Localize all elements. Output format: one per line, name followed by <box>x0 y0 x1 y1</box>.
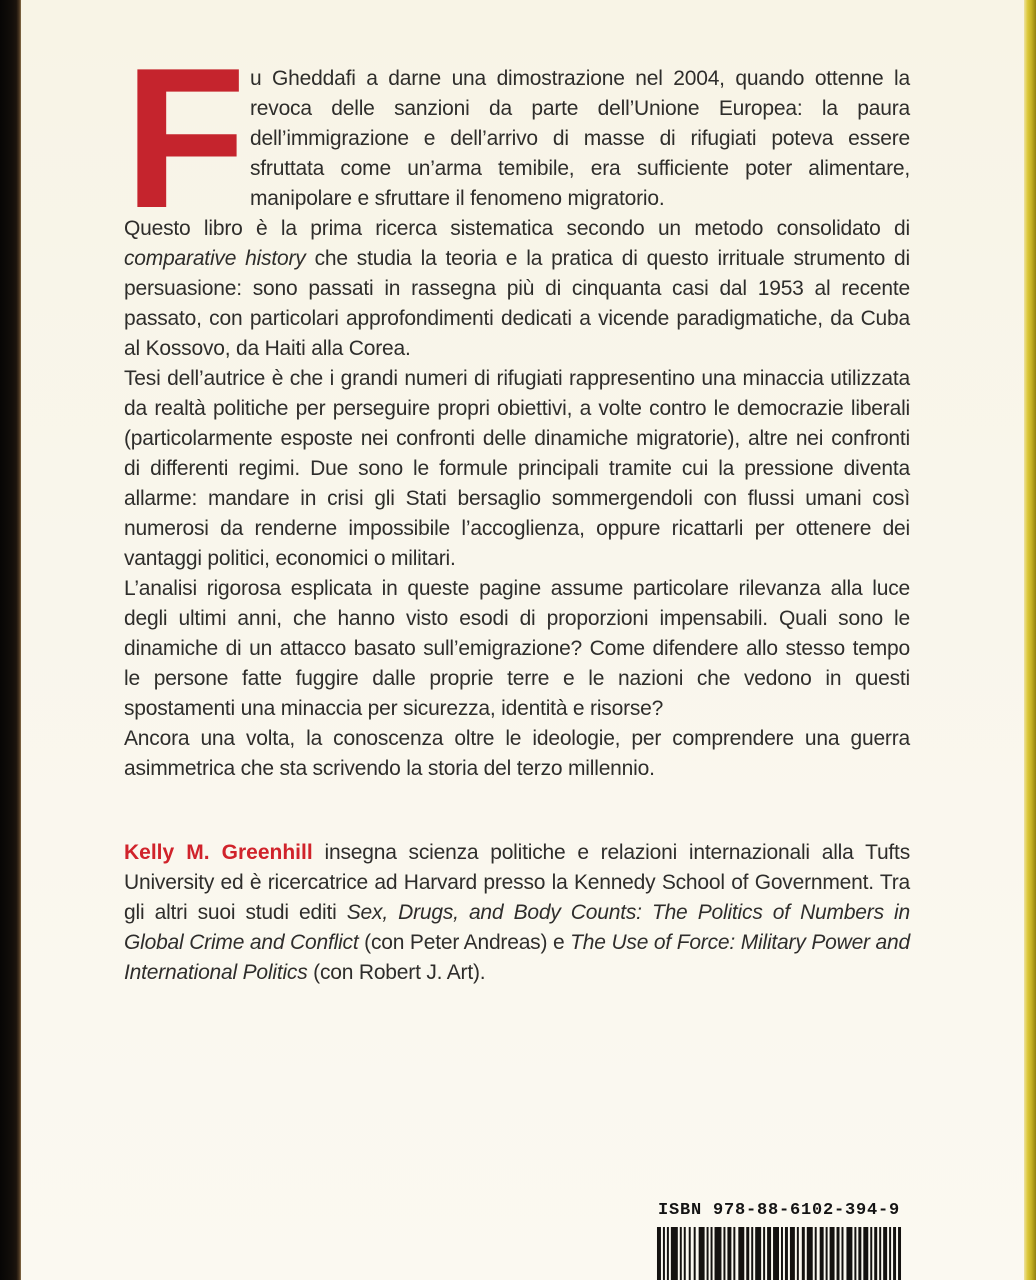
text-segment: L’analisi rigorosa esplicata in queste pagine assume particolare rilevanza alla luce degli ultimi anni, che hanno visto esodi di proporzioni impensabili. Quali sono le dinamiche di un attacco basato sull’emigrazione? Come difendere allo stesso tempo le persone fatte fuggire dalle proprie terre e le nazioni che vedono in questi spostamenti una minaccia per sicurezza, identità e risorse? <box>124 577 910 720</box>
back-cover-text <box>124 27 910 988</box>
page-edge-strip <box>1024 0 1036 1280</box>
text-segment: Sex, Drugs, and Body Counts: The Politics of Numbers in Global Crime and Conflict <box>124 901 910 954</box>
dropcap-letter: F <box>124 27 247 250</box>
author-bio <box>124 838 910 988</box>
isbn-block <box>652 1199 906 1280</box>
paragraph-method <box>124 214 910 364</box>
text-segment: The Use of Force: Military Power and International Politics <box>124 931 910 984</box>
text-segment: che studia la teoria e la pratica di questo irrituale strumento di persuasione: sono passati in rassegna più di cinquanta casi dal 1953 al recente passato, con particolari approfondimenti dedicati a vicende paradigmatiche, da Cuba al Kossovo, da Haiti alla Corea. <box>124 247 910 360</box>
text-segment: comparative history <box>124 247 306 270</box>
paragraph-closing <box>124 724 910 784</box>
text-segment: insegna scienza politiche e relazioni internazionali alla Tufts University ed è ricercatrice ad Harvard presso la Kennedy School of Government. Tra gli altri suoi studi editi <box>124 841 910 924</box>
text-segment: Questo libro è la prima ricerca sistematica secondo un metodo consolidato di <box>124 217 910 240</box>
paragraph-intro-text <box>250 67 910 210</box>
ean-barcode-icon <box>655 1227 903 1280</box>
text-segment: u Gheddafi a darne una dimostrazione nel 2004, quando ottenne la revoca delle sanzioni da parte dell’Unione Europea: la paura dell’immigrazione e dell’arrivo di masse di rifugiati poteva essere sfruttata come un’arma temibile, era sufficiente poter alimentare, manipolare e sfruttare il fenomeno migratorio. <box>250 67 910 210</box>
paragraph-analysis <box>124 574 910 724</box>
paragraph-thesis <box>124 364 910 574</box>
text-segment: (con Peter Andreas) e <box>358 931 571 954</box>
isbn-label: ISBN 978-88-6102-394-9 <box>657 1201 901 1220</box>
text-segment: Tesi dell’autrice è che i grandi numeri di rifugiati rappresentino una minaccia utilizzata da realtà politiche per perseguire propri obiettivi, a volte contro le democrazie liberali (particolarmente esposte nei confronti delle dinamiche migratorie), altre nei confronti di differenti regimi. Due sono le formule principali tramite cui la pressione diventa allarme: mandare in crisi gli Stati bersaglio sommergendoli con flussi umani così numerosi da renderne impossibile l’accoglienza, oppure ricattarli per ottenere dei vantaggi politici, economici o militari. <box>124 367 910 570</box>
text-segment: (con Robert J. Art). <box>307 961 486 984</box>
text-segment: Kelly M. Greenhill <box>124 841 313 864</box>
spine-strip <box>0 0 21 1280</box>
text-segment: Ancora una volta, la conoscenza oltre le ideologie, per comprendere una guerra asimmetrica che sta scrivendo la storia del terzo millennio. <box>124 727 910 780</box>
